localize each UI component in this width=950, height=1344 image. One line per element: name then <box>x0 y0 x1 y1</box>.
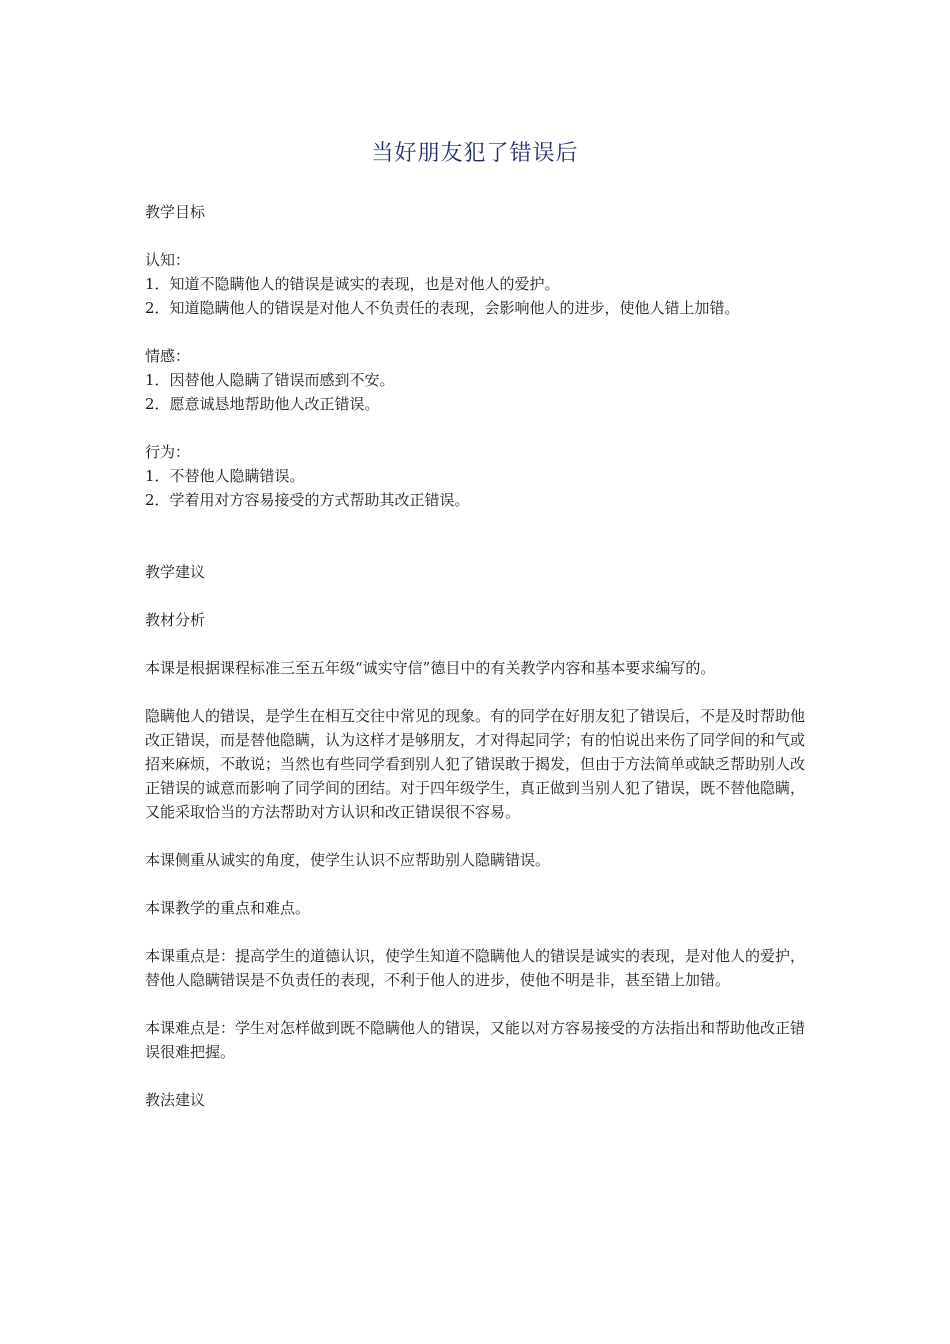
behavior-item-1: 1．不替他人隐瞒错误。 <box>145 467 305 485</box>
cognition-label: 认知： <box>145 251 191 269</box>
behavior-item-2: 2．学着用对方容易接受的方式帮助其改正错误。 <box>145 491 470 509</box>
paragraph-1: 本课是根据课程标准三至五年级“诚实守信”德目中的有关教学内容和基本要求编写的。 <box>145 659 716 677</box>
emotion-item-2: 2．愿意诚恳地帮助他人改正错误。 <box>145 395 380 413</box>
paragraph-2: 隐瞒他人的错误，是学生在相互交往中常见的现象。有的同学在好朋友犯了错误后，不是及时帮助他改正错误，而是替他隐瞒，认为这样才是够朋友，才对得起同学；有的怕说出来伤了同学间的和气或招来麻烦，不敢说；当然也有些同学看到别人犯了错误敢于揭发，但由于方法简单或缺乏帮助别人改正错误的诚意而影响了同学间的团结。对于四年级学生，真正做到当别人犯了错误，既不替他隐瞒，又能采取恰当的方法帮助对方认识和改正错误很不容易。 <box>145 707 806 821</box>
document-title: 当好朋友犯了错误后 <box>371 141 579 166</box>
suggestion-heading: 教学建议 <box>145 563 206 581</box>
material-heading: 教材分析 <box>145 611 206 629</box>
cognition-item-1: 1．知道不隐瞒他人的错误是诚实的表现，也是对他人的爱护。 <box>145 275 560 293</box>
emotion-item-1: 1．因替他人隐瞒了错误而感到不安。 <box>145 371 395 389</box>
method-heading: 教法建议 <box>145 1091 206 1109</box>
behavior-label: 行为： <box>145 443 191 461</box>
document-body <box>145 200 805 1112</box>
cognition-item-2: 2．知道隐瞒他人的错误是对他人不负责任的表现，会影响他人的进步，使他人错上加错。 <box>145 299 740 317</box>
paragraph-4: 本课教学的重点和难点。 <box>145 899 311 917</box>
paragraph-6: 本课难点是：学生对怎样做到既不隐瞒他人的错误，又能以对方容易接受的方法指出和帮助他改正错误很难把握。 <box>145 1019 806 1061</box>
goals-heading: 教学目标 <box>145 203 206 221</box>
paragraph-5: 本课重点是：提高学生的道德认识，使学生知道不隐瞒他人的错误是诚实的表现，是对他人的爱护，替他人隐瞒错误是不负责任的表现，不利于他人的进步，使他不明是非，甚至错上加错。 <box>145 947 806 989</box>
emotion-label: 情感： <box>145 347 191 365</box>
paragraph-3: 本课侧重从诚实的角度，使学生认识不应帮助别人隐瞒错误。 <box>145 851 551 869</box>
